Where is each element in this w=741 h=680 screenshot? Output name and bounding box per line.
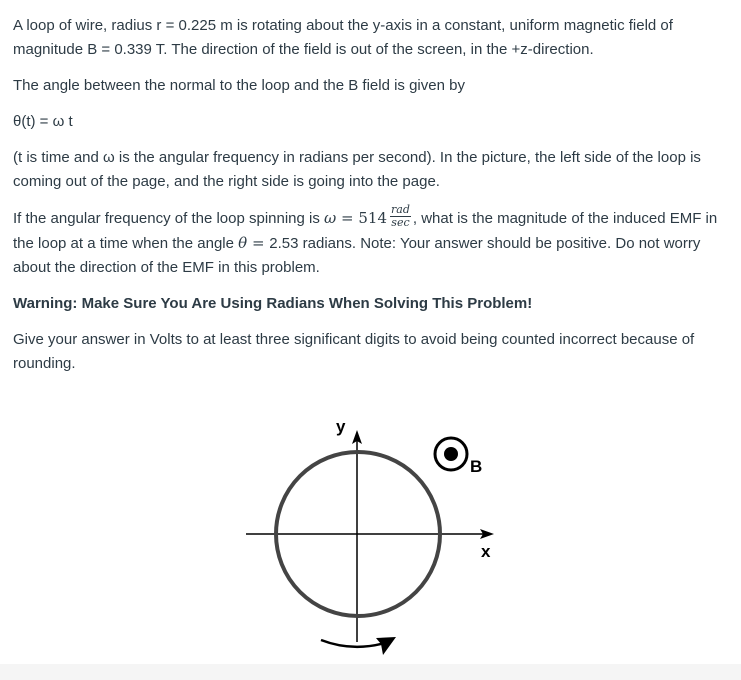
question-middle: , what is the magnitude of the induced EMF in the loop at a time when the angle [13, 210, 718, 252]
x-axis-label: x [481, 542, 491, 561]
out-of-page-dot-icon [435, 438, 467, 470]
omega-symbol: ω [324, 209, 337, 227]
warning-text: Warning: Make Sure You Are Using Radians When Solving This Problem! [13, 295, 533, 312]
theta-symbol: θ [238, 234, 248, 252]
omega-value: 514 [358, 209, 388, 227]
y-axis-label: y [336, 417, 346, 436]
angle-intro-paragraph: The angle between the normal to the loop and the B field is given by [13, 77, 465, 94]
equals-sign: = [247, 234, 270, 252]
page-bottom-strip [0, 664, 741, 680]
angle-equation: θ(t) = ω t [13, 113, 73, 130]
explanation-paragraph: (t is time and ω is the angular frequency in radians per second). In the picture, the left side of the loop is coming out of the page, and the right side is going into the page. [13, 149, 701, 190]
question-suffix: radians. Note: Your answer should be positive. Do not worry about the direction of the EMF in this problem. [13, 235, 701, 276]
loop-figure [240, 410, 510, 660]
unit-denominator: sec [391, 215, 410, 229]
equals-sign: = [336, 209, 359, 227]
problem-text [13, 14, 725, 388]
question-prefix: If the angular frequency of the loop spinning is [13, 210, 325, 227]
question-paragraph [13, 202, 725, 280]
unit-numerator: rad [391, 202, 410, 216]
theta-value: 2.53 [269, 235, 299, 252]
unit-fraction [390, 204, 411, 229]
intro-paragraph: A loop of wire, radius r = 0.225 m is rotating about the y-axis in a constant, uniform magnetic field of magnitude B = 0.339 T. The direction of the field is out of the screen, in the +z-direction. [13, 17, 673, 58]
field-label: B [470, 457, 483, 476]
loop-diagram [240, 410, 510, 660]
rotation-arrow-icon [321, 637, 396, 655]
answer-instruction: Give your answer in Volts to at least three significant digits to avoid being counted incorrect because of rounding. [13, 331, 695, 372]
